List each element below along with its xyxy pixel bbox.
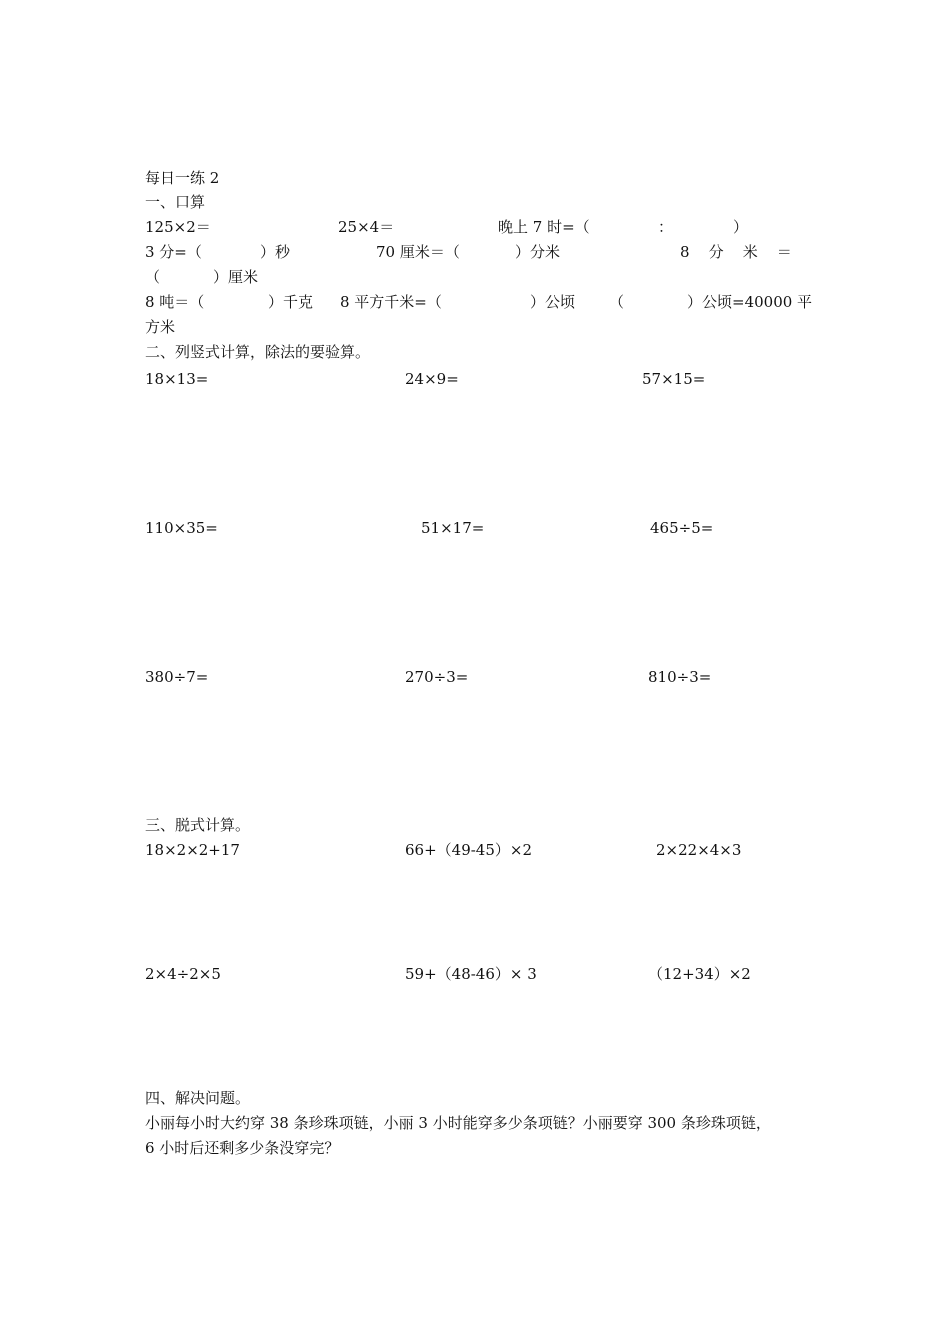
vertical-problem-8: 270÷3= [405,668,469,686]
problem-70cm-close: ）分米 [515,243,561,261]
problem-25x4: 25×4＝ [338,218,395,236]
problem-3min-close: ）秒 [260,243,291,261]
expression-4: 2×4÷2×5 [145,965,221,983]
problem-7pm-close: ） [733,218,749,236]
problem-8dm: 8 分 米 ＝ [680,243,792,261]
vertical-problem-2: 24×9= [405,370,459,388]
problem-70cm: 70 厘米＝（ [376,243,460,261]
problem-7pm-colon: ： [658,218,674,236]
vertical-problem-4: 110×35= [145,519,218,537]
problem-8ton: 8 吨＝（ [145,293,205,311]
problem-7pm: 晚上 7 时=（ [498,218,590,236]
vertical-problem-5: 51×17= [421,519,485,537]
problem-8dm-open: （ [145,268,161,286]
problem-3min: 3 分=（ [145,243,202,261]
section2-heading: 二、列竖式计算，除法的要验算。 [145,343,371,361]
problem-8km2: 8 平方千米=（ [340,293,442,311]
problem-8dm-close: ）厘米 [213,268,259,286]
section3-heading: 三、脱式计算。 [145,816,251,834]
expression-1: 18×2×2+17 [145,841,240,859]
vertical-problem-6: 465÷5= [650,519,714,537]
word-problem-line-1: 小丽每小时大约穿 38 条珍珠项链，小丽 3 小时能穿多少条项链？小丽要穿 300 条珍珠项链， [145,1114,771,1132]
vertical-problem-1: 18×13= [145,370,209,388]
problem-8ton-close: ）千克 [268,293,314,311]
problem-hectare-wrap: 方米 [145,318,176,336]
vertical-problem-7: 380÷7= [145,668,209,686]
expression-3: 2×22×4×3 [656,841,742,859]
problem-125x2: 125×2＝ [145,218,211,236]
expression-6: （12+34）×2 [648,965,751,983]
expression-2: 66+（49-45）×2 [405,841,533,859]
page-title: 每日一练 2 [145,169,220,187]
problem-hectare-open: （ [609,293,625,311]
word-problem-line-2: 6 小时后还剩多少条没穿完？ [145,1139,340,1157]
vertical-problem-9: 810÷3= [648,668,712,686]
problem-hectare-close: ）公顷=40000 平 [687,293,813,311]
expression-5: 59+（48-46）× 3 [405,965,537,983]
section1-heading: 一、口算 [145,193,206,211]
section4-heading: 四、解决问题。 [145,1089,251,1107]
problem-8km2-close: ）公顷 [530,293,576,311]
vertical-problem-3: 57×15= [642,370,706,388]
